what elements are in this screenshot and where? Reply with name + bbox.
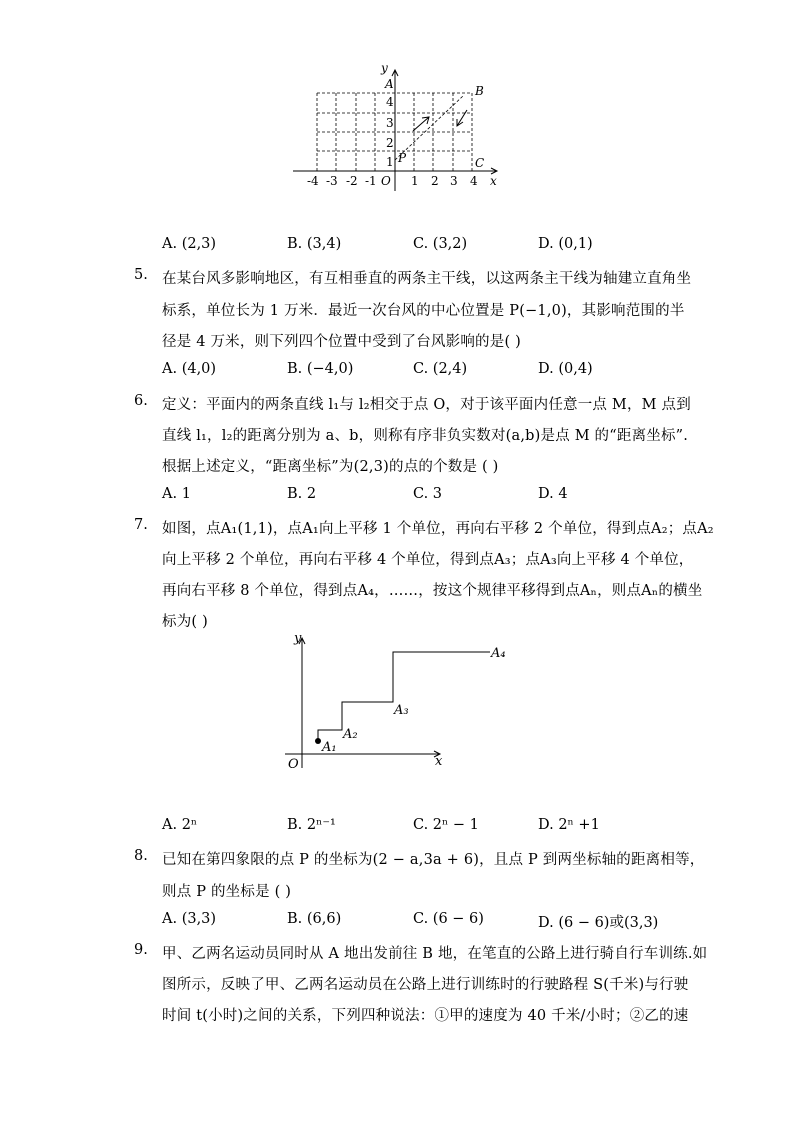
question-text: 直线 l₁，l₂的距离分别为 a、b，则称有序非负实数对(a,b)是点 M 的“距离坐标”. [162, 428, 689, 444]
question-text: 向上平移 2 个单位，再向右平移 4 个单位，得到点A₃；点A₃向上平移 4 个单位， [162, 552, 694, 568]
option-c[interactable]: C. 3 [413, 486, 443, 502]
option-c[interactable]: C. (6 − 6) [413, 911, 484, 927]
question-text: 标系，单位长为 1 万米．最近一次台风的中心位置是 P(−1,0)，其影响范围的半 [162, 303, 685, 319]
option-d[interactable]: D. (0,1) [538, 236, 593, 252]
option-d[interactable]: D. 4 [538, 486, 568, 502]
y-tick: 4 [386, 95, 394, 109]
question-text: 图所示，反映了甲、乙两名运动员在公路上进行训练时的行驶路程 S(千米)与行驶 [162, 977, 689, 993]
point-b-label: B [475, 84, 484, 98]
y-tick: 2 [386, 136, 394, 150]
option-b[interactable]: B. (3,4) [287, 236, 342, 252]
point-a3-label: A₃ [394, 703, 409, 718]
question-number: 9. [134, 942, 148, 958]
y-tick: 3 [386, 116, 394, 130]
x-axis-label: x [490, 174, 497, 188]
origin-label: O [381, 174, 391, 188]
x-tick: -2 [346, 174, 358, 188]
point-a2-label: A₂ [343, 727, 358, 742]
x-tick: 2 [431, 174, 439, 188]
option-c[interactable]: C. 2ⁿ − 1 [413, 817, 479, 833]
stair-figure [280, 628, 520, 778]
y-axis-label: y [381, 61, 388, 75]
question-text: 如图，点A₁(1,1)，点A₁向上平移 1 个单位，再向右平移 2 个单位，得到点A₂；点A₂ [162, 521, 714, 537]
option-a[interactable]: A. (3,3) [162, 911, 217, 927]
option-b[interactable]: B. (−4,0) [287, 361, 354, 377]
question-text: 根据上述定义，“距离坐标”为(2,3)的点的个数是 ( ) [162, 459, 499, 475]
option-b[interactable]: B. 2 [287, 486, 317, 502]
question-text: 则点 P 的坐标是 ( ) [162, 884, 292, 900]
x-tick: -1 [365, 174, 377, 188]
question-text: 甲、乙两名运动员同时从 A 地出发前往 B 地，在笔直的公路上进行骑自行车训练.如 [162, 946, 708, 962]
option-d[interactable]: D. (0,4) [538, 361, 593, 377]
y-axis-label: y [294, 631, 302, 646]
question-number: 8. [134, 848, 148, 864]
question-text: 再向右平移 8 个单位，得到点A₄，……，按这个规律平移得到点Aₙ，则点Aₙ的横坐 [162, 583, 703, 599]
x-tick: 4 [470, 174, 478, 188]
option-b[interactable]: B. 2ⁿ⁻¹ [287, 817, 336, 833]
y-tick: 1 [386, 155, 394, 169]
question-text: 径是 4 万米，则下列四个位置中受到了台风影响的是( ) [162, 334, 521, 350]
x-axis-label: x [435, 754, 443, 769]
option-b[interactable]: B. (6,6) [287, 911, 342, 927]
option-a[interactable]: A. 1 [162, 486, 191, 502]
x-tick: 1 [411, 174, 419, 188]
point-c-label: C [475, 156, 485, 170]
option-a[interactable]: A. (4,0) [162, 361, 217, 377]
option-c[interactable]: C. (2,4) [413, 361, 468, 377]
x-tick: 3 [450, 174, 458, 188]
option-a[interactable]: A. 2ⁿ [162, 817, 198, 833]
point-a-label: A [385, 77, 394, 91]
option-d[interactable]: D. (6 − 6)或(3,3) [538, 915, 659, 931]
question-number: 6. [134, 393, 148, 409]
option-c[interactable]: C. (3,2) [413, 236, 468, 252]
question-number: 5. [134, 267, 148, 283]
point-a4-label: A₄ [491, 646, 506, 661]
question-number: 7. [134, 517, 148, 533]
question-text: 时间 t(小时)之间的关系，下列四种说法：①甲的速度为 40 千米/小时；②乙的速 [162, 1008, 689, 1024]
point-p-label: P [398, 151, 407, 165]
question-text: 在某台风多影响地区，有互相垂直的两条主干线，以这两条主干线为轴建立直角坐 [162, 271, 692, 287]
origin-label: O [288, 757, 299, 772]
question-text: 标为( ) [162, 614, 208, 630]
question-text: 定义：平面内的两条直线 l₁与 l₂相交于点 O，对于该平面内任意一点 M，M 点到 [162, 397, 691, 413]
x-tick: -3 [326, 174, 338, 188]
x-tick: -4 [307, 174, 319, 188]
option-d[interactable]: D. 2ⁿ +1 [538, 817, 600, 833]
question-text: 已知在第四象限的点 P 的坐标为(2 − a,3a + 6)，且点 P 到两坐标轴的距离相等， [162, 852, 705, 868]
option-a[interactable]: A. (2,3) [162, 236, 217, 252]
grid-figure [285, 58, 510, 198]
point-a1-label: A₁ [322, 740, 337, 755]
